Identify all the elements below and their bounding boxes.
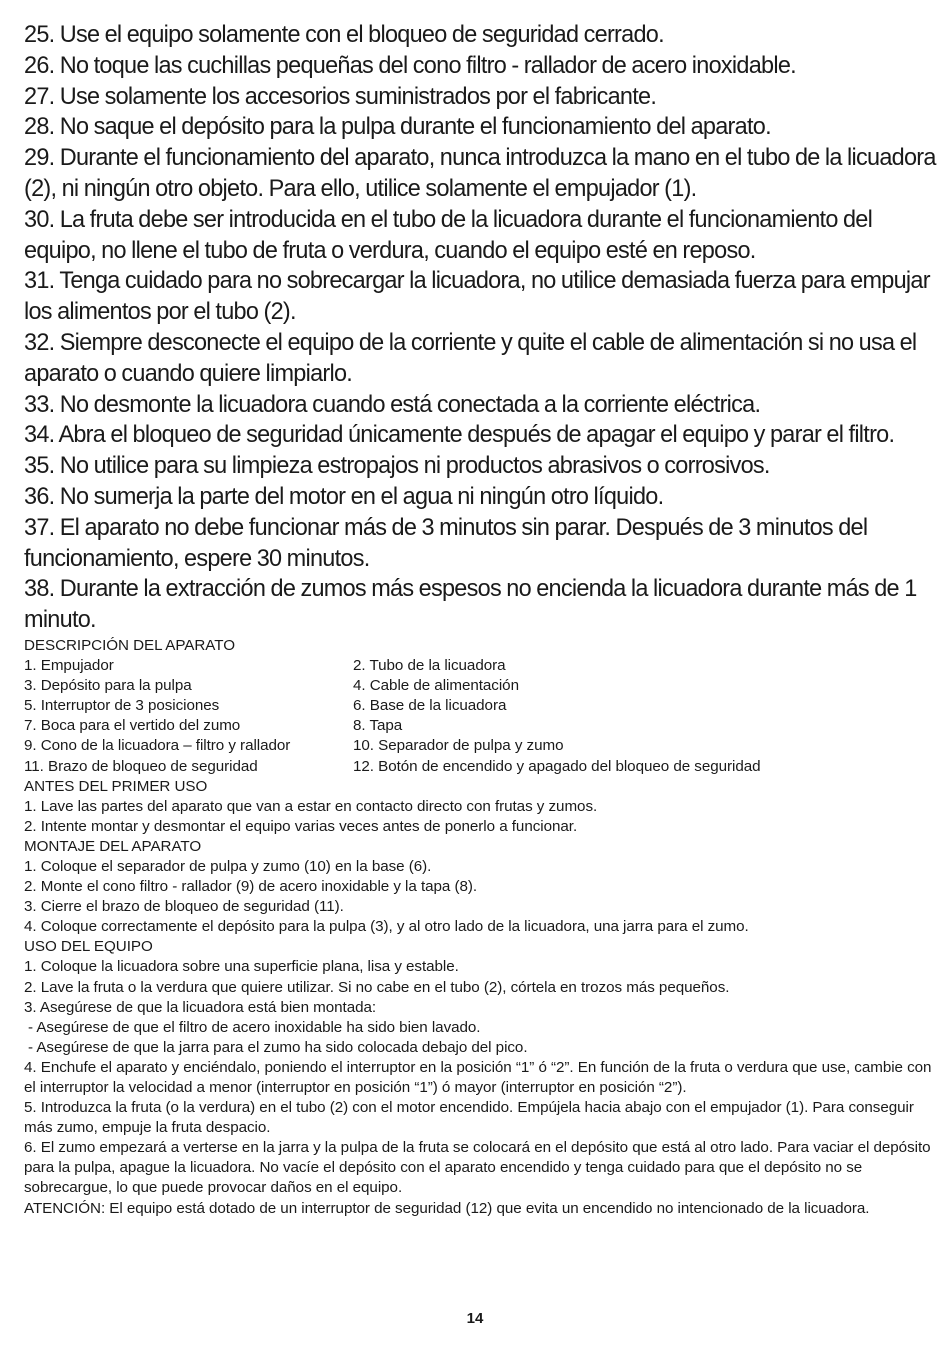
safety-rule-26: 26. No toque las cuchillas pequeñas del cono filtro - rallador de acero inoxidable. bbox=[24, 51, 796, 79]
part-item: 6. Base de la licuadora bbox=[353, 697, 507, 715]
usage-substep: - Asegúrese de que la jarra para el zumo ha sido colocada debajo del pico. bbox=[28, 1038, 528, 1056]
part-item: 10. Separador de pulpa y zumo bbox=[353, 737, 564, 755]
safety-rule-36: 36. No sumerja la parte del motor en el agua ni ningún otro líquido. bbox=[24, 482, 664, 510]
part-item: 11. Brazo de bloqueo de seguridad bbox=[24, 757, 258, 775]
part-item: 8. Tapa bbox=[353, 717, 403, 735]
safety-rule-38: 38. Durante la extracción de zumos más espesos no encienda la licuadora durante más de 1 minuto. bbox=[24, 575, 917, 634]
part-item: 9. Cono de la licuadora – filtro y rallador bbox=[24, 737, 291, 755]
safety-rules-list bbox=[24, 20, 942, 636]
part-item: 1. Empujador bbox=[24, 657, 114, 675]
section-title-usage: USO DEL EQUIPO bbox=[24, 938, 153, 956]
usage-step: 2. Lave la fruta o la verdura que quiere utilizar. Si no cabe en el tubo (2), córtela en trozos más pequeños. bbox=[24, 978, 730, 996]
assembly-step: 4. Coloque correctamente el depósito para la pulpa (3), y al otro lado de la licuadora, una jarra para el zumo. bbox=[24, 918, 749, 936]
assembly-section bbox=[24, 837, 942, 937]
part-item: 3. Depósito para la pulpa bbox=[24, 677, 192, 695]
part-item: 4. Cable de alimentación bbox=[353, 677, 519, 695]
safety-rule-32: 32. Siempre desconecte el equipo de la corriente y quite el cable de alimentación si no usa el aparato o cuando quiere limpiarlo. bbox=[24, 328, 917, 387]
usage-step: 4. Enchufe el aparato y enciéndalo, poniendo el interruptor en la posición “1” ó “2”. En función de la fruta o verdura que use, cambie con el interruptor la velocidad a menor (interruptor en posición “1”) ó mayor (interruptor en posición “2”). bbox=[24, 1058, 932, 1096]
page-number: 14 bbox=[466, 1310, 484, 1327]
usage-step: 3. Asegúrese de que la licuadora está bien montada: bbox=[24, 998, 377, 1016]
manual-page bbox=[24, 20, 942, 1219]
safety-rule-28: 28. No saque el depósito para la pulpa durante el funcionamiento del aparato. bbox=[24, 113, 771, 141]
safety-rule-29: 29. Durante el funcionamiento del aparato, nunca introduzca la mano en el tubo de la licuadora (2), ni ningún otro objeto. Para ello, utilice solamente el empujador (1). bbox=[24, 144, 936, 202]
safety-rule-33: 33. No desmonte la licuadora cuando está conectada a la corriente eléctrica. bbox=[24, 390, 761, 418]
part-item: 2. Tubo de la licuadora bbox=[353, 657, 506, 675]
usage-step: 6. El zumo empezará a verterse en la jarra y la pulpa de la fruta se colocará en el depósito que está al otro lado. Para vaciar el depósito para la pulpa, apague la licuadora. No vacíe el depósito con el aparato encendido y tenga cuidado para que el depósito no se sobrecargue, lo que puede provocar daños en el equipo. bbox=[24, 1139, 931, 1197]
parts-list bbox=[24, 656, 942, 777]
assembly-step: 2. Monte el cono filtro - rallador (9) de acero inoxidable y la tapa (8). bbox=[24, 878, 478, 896]
description-section bbox=[24, 636, 942, 777]
usage-step: 5. Introduzca la fruta (o la verdura) en el tubo (2) con el motor encendido. Empújela hacia abajo con el empujador (1). Para conseguir más zumo, empuje la fruta despacio. bbox=[24, 1099, 914, 1137]
part-item: 5. Interruptor de 3 posiciones bbox=[24, 697, 220, 715]
part-item: 12. Botón de encendido y apagado del bloqueo de seguridad bbox=[353, 757, 761, 775]
safety-rule-35: 35. No utilice para su limpieza estropajos ni productos abrasivos o corrosivos. bbox=[24, 452, 770, 480]
usage-step: 1. Coloque la licuadora sobre una superficie plana, lisa y estable. bbox=[24, 958, 459, 976]
section-title-description: DESCRIPCIÓN DEL APARATO bbox=[24, 636, 235, 654]
safety-rule-37: 37. El aparato no debe funcionar más de 3 minutos sin parar. Después de 3 minutos del funcionamiento, espere 30 minutos. bbox=[24, 513, 868, 572]
before-use-section bbox=[24, 777, 942, 837]
safety-rule-27: 27. Use solamente los accesorios suministrados por el fabricante. bbox=[24, 82, 657, 110]
safety-rule-30: 30. La fruta debe ser introducida en el tubo de la licuadora durante el funcionamiento del equipo, no llene el tubo de fruta o verdura, cuando el equipo esté en reposo. bbox=[24, 205, 873, 264]
section-title-before-use: ANTES DEL PRIMER USO bbox=[24, 777, 208, 795]
section-title-assembly: MONTAJE DEL APARATO bbox=[24, 837, 202, 855]
before-use-step: 2. Intente montar y desmontar el equipo varias veces antes de ponerlo a funcionar. bbox=[24, 817, 578, 835]
before-use-step: 1. Lave las partes del aparato que van a estar en contacto directo con frutas y zumos. bbox=[24, 797, 598, 815]
safety-rule-31: 31. Tenga cuidado para no sobrecargar la licuadora, no utilice demasiada fuerza para empujar los alimentos por el tubo (2). bbox=[24, 267, 930, 326]
usage-section bbox=[24, 937, 942, 1218]
part-item: 7. Boca para el vertido del zumo bbox=[24, 717, 241, 735]
assembly-step: 1. Coloque el separador de pulpa y zumo (10) en la base (6). bbox=[24, 857, 432, 875]
safety-rule-34: 34. Abra el bloqueo de seguridad únicamente después de apagar el equipo y parar el filtro. bbox=[24, 421, 895, 449]
usage-substep: - Asegúrese de que el filtro de acero inoxidable ha sido bien lavado. bbox=[28, 1018, 481, 1036]
assembly-step: 3. Cierre el brazo de bloqueo de seguridad (11). bbox=[24, 898, 344, 916]
safety-rule-25: 25. Use el equipo solamente con el bloqueo de seguridad cerrado. bbox=[24, 21, 664, 48]
usage-warning: ATENCIÓN: El equipo está dotado de un interruptor de seguridad (12) que evita un encendido no intencionado de la licuadora. bbox=[24, 1199, 870, 1217]
